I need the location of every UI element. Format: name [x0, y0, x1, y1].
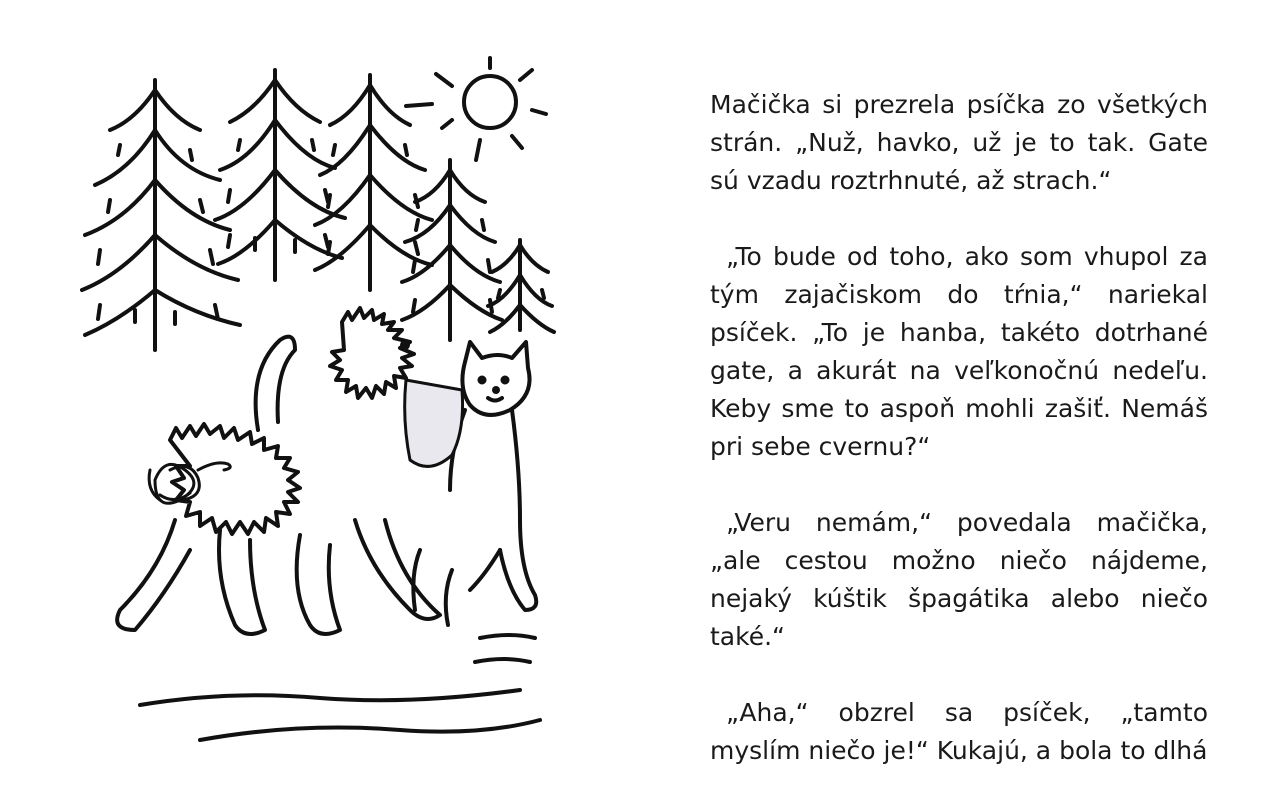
knot-patch-icon — [149, 463, 230, 503]
tree-icon — [215, 70, 345, 280]
story-paragraph: „To bude od toho, ako som vhupol za tým zajačiskom do tŕnia,“ nariekal psíček. „To je hanba, takéto dotrhané gate, a akurát na veľkonočnú nedeľu. Keby sme to aspoň mohli zašiť. Nemáš pri sebe cvernu?“ — [710, 242, 1208, 461]
story-paragraph: Mačička si prezrela psíčka zo všetkých strán. „Nuž, havko, už je to tak. Gate sú vzadu roztrhnuté, až strach.“ — [710, 90, 1208, 195]
story-paragraph: „Veru nemám,“ povedala mačička, „ale cestou možno niečo nájdeme, nejaký kúštik špagátika alebo niečo také.“ — [710, 508, 1208, 651]
illustration-dog-and-cat-in-forest-icon — [80, 50, 560, 750]
ground-lines — [140, 635, 540, 740]
story-paragraph: „Aha,“ obzrel sa psíček, „tamto myslím niečo je!“ Kukajú, a bola to dlhá — [710, 698, 1208, 765]
tree-icon — [82, 80, 240, 350]
sun-icon — [406, 58, 546, 160]
story-text — [710, 86, 1208, 770]
dog-icon — [117, 308, 462, 634]
illustration-drawing — [80, 50, 560, 750]
